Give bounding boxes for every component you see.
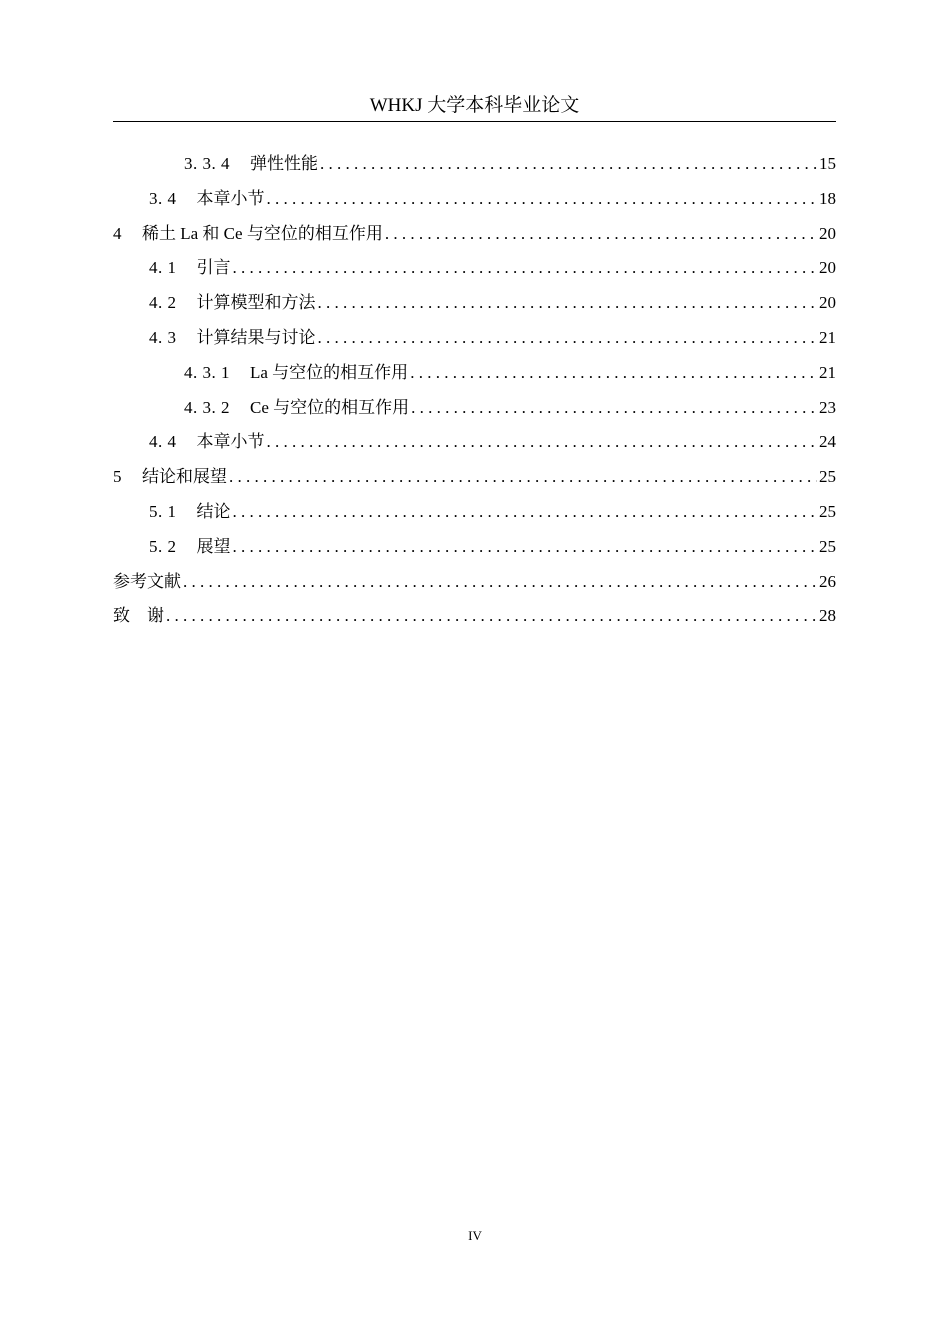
toc-entry[interactable] xyxy=(113,599,836,634)
toc-entry[interactable] xyxy=(113,321,836,356)
toc-entry-page: 20 xyxy=(819,223,836,243)
toc-entry-number: 3. 3. 4 xyxy=(184,154,230,173)
toc-entry[interactable] xyxy=(113,391,836,426)
toc-entry-page: 25 xyxy=(819,536,836,556)
toc-entry-title: 引言 xyxy=(196,258,231,278)
toc-entry-page: 15 xyxy=(819,154,836,173)
toc-dot-leader xyxy=(233,530,818,565)
toc-entry[interactable] xyxy=(113,147,836,182)
toc-entry-page: 26 xyxy=(819,571,836,591)
toc-entry-page: 24 xyxy=(819,432,836,452)
toc-entry-title: Ce 与空位的相互作用 xyxy=(250,397,410,417)
toc-entry-page: 25 xyxy=(819,501,836,521)
toc-entry-number: 4. 4 xyxy=(149,432,177,452)
toc-entry-title: 参考文献 xyxy=(113,571,181,591)
toc-entry[interactable] xyxy=(113,182,836,217)
toc-entry-title: 弹性性能 xyxy=(250,154,318,173)
toc-entry-title: 致 谢 xyxy=(113,606,164,626)
toc-entry-page: 21 xyxy=(819,362,836,382)
toc-entry[interactable] xyxy=(113,425,836,460)
toc-entry-title: 稀土 La 和 Ce 与空位的相互作用 xyxy=(142,223,383,243)
toc-entry-number: 4. 2 xyxy=(149,293,177,313)
toc-entry-title: 本章小节 xyxy=(196,188,265,208)
toc-entry-number: 4. 1 xyxy=(149,258,177,278)
toc-entry[interactable] xyxy=(113,530,836,565)
toc-dot-leader xyxy=(411,391,817,426)
toc-entry-page: 20 xyxy=(819,258,836,278)
toc-entry-number: 3. 4 xyxy=(149,188,177,208)
toc-entry[interactable] xyxy=(113,251,836,286)
toc-entry-title: 计算结果与讨论 xyxy=(196,327,316,347)
toc-entry-number: 4 xyxy=(113,223,122,243)
header-rule xyxy=(113,121,836,122)
toc-entry-title: 展望 xyxy=(196,536,231,556)
toc-entry-number: 5 xyxy=(113,467,122,487)
toc-dot-leader xyxy=(229,460,817,495)
toc-entry-title: 计算模型和方法 xyxy=(196,293,316,313)
table-of-contents xyxy=(113,147,836,634)
toc-dot-leader xyxy=(267,425,818,460)
toc-entry-number: 5. 1 xyxy=(149,501,177,521)
toc-entry-number: 4. 3. 2 xyxy=(184,397,230,417)
toc-entry-number: 4. 3. 1 xyxy=(184,362,230,382)
toc-entry[interactable] xyxy=(113,460,836,495)
toc-dot-leader xyxy=(233,495,818,530)
running-header: WHKJ 大学本科毕业论文 xyxy=(369,95,580,116)
toc-dot-leader xyxy=(318,286,818,321)
toc-dot-leader xyxy=(318,321,818,356)
toc-dot-leader xyxy=(410,356,817,391)
toc-dot-leader xyxy=(166,599,817,634)
toc-entry-page: 21 xyxy=(819,327,836,347)
toc-entry-title: 结论 xyxy=(196,501,231,521)
toc-entry[interactable] xyxy=(113,565,836,600)
toc-entry[interactable] xyxy=(113,356,836,391)
toc-dot-leader xyxy=(233,251,818,286)
toc-entry-page: 28 xyxy=(819,606,836,626)
toc-entry-title: 结论和展望 xyxy=(142,467,227,487)
toc-dot-leader xyxy=(267,182,818,217)
toc-entry-number: 4. 3 xyxy=(149,327,177,347)
toc-dot-leader xyxy=(183,565,817,600)
toc-entry-number: 5. 2 xyxy=(149,536,177,556)
toc-entry-page: 18 xyxy=(819,188,836,208)
toc-entry-page: 23 xyxy=(819,397,836,417)
toc-dot-leader xyxy=(320,147,817,182)
page-number: IV xyxy=(468,1228,482,1243)
toc-entry[interactable] xyxy=(113,286,836,321)
toc-entry-title: 本章小节 xyxy=(196,432,265,452)
toc-entry[interactable] xyxy=(113,495,836,530)
toc-entry-title: La 与空位的相互作用 xyxy=(250,362,409,382)
toc-dot-leader xyxy=(385,217,817,252)
toc-entry[interactable] xyxy=(113,217,836,252)
toc-entry-page: 20 xyxy=(819,293,836,313)
toc-entry-page: 25 xyxy=(819,467,836,487)
